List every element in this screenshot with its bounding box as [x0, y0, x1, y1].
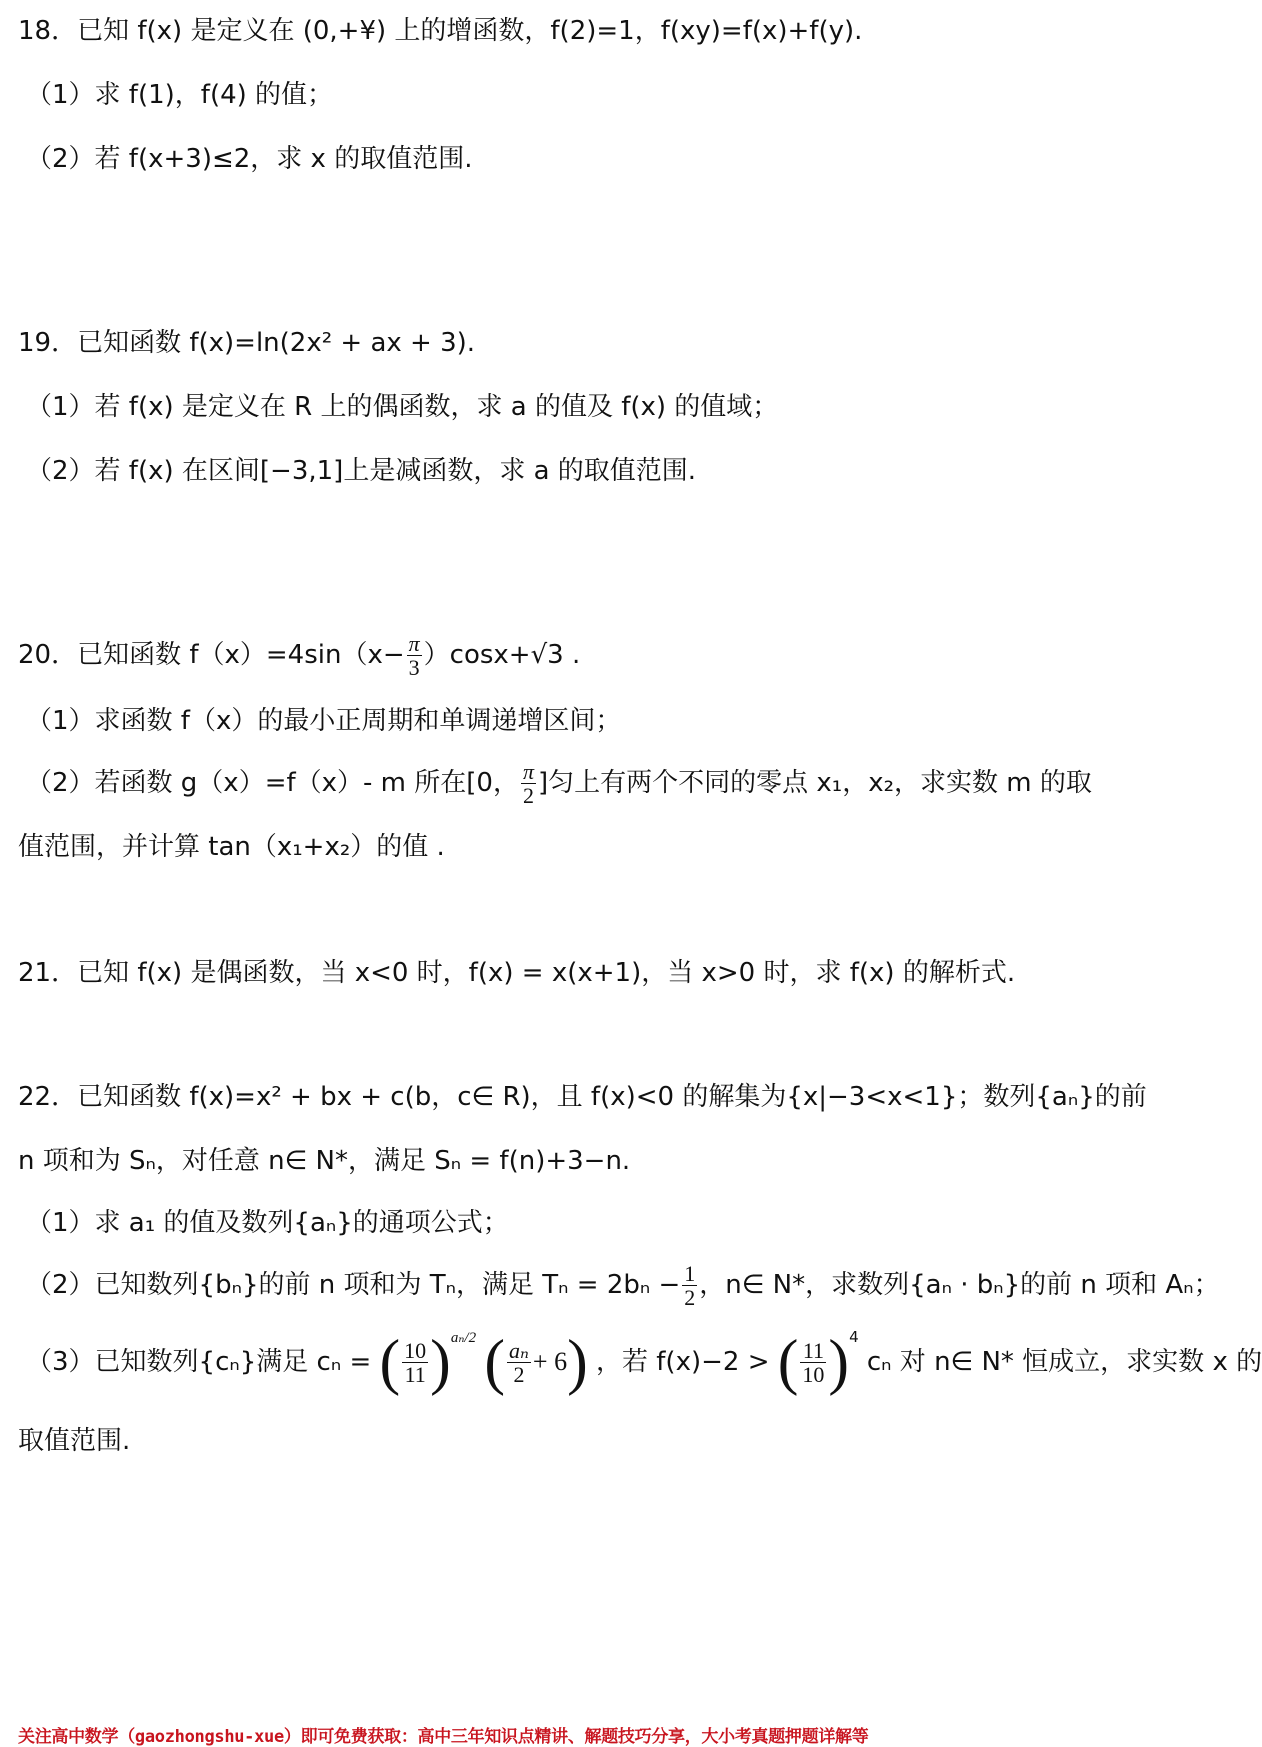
fraction-10-over-11: $\frac{10}{11}$ [404, 1337, 427, 1387]
q22-part3-b: cₙ 对 n∈ N* 恒成立，求实数 x 的 [866, 1347, 1262, 1377]
fraction-an-over-2: $\frac{\text{aₙ}}{2}$ [509, 1337, 529, 1387]
q22-part3-a: （3）已知数列{cₙ}满足 cₙ = [26, 1347, 372, 1377]
q22-part3: （3）已知数列{cₙ}满足 cₙ = ( $\frac{10}{11}$ )$^{a_n/2}$ ( $\frac{\text{aₙ}}{2}$ + 6) ，若 f(x)−2 > ( $\frac{11}{10}$ )$^4$ cₙ 对 n∈ N* 恒成立，求实数 x 的 [26, 1328, 1262, 1397]
fraction-one-half: $\frac{1}{2}$ [684, 1261, 696, 1311]
q22-part2 [26, 1262, 1220, 1309]
q19-stem: 19．已知函数 f(x)=ln(2x² + ax + 3). [18, 328, 476, 358]
q20-part2-cont: 值范围，并计算 tan（x₁+x₂）的值 . [18, 832, 445, 862]
fraction-pi-over-3: $\frac{\pi}{3}$ [408, 631, 420, 681]
q22-part2-a: （2）已知数列{bₙ}的前 n 项和为 Tₙ，满足 Tₙ = 2bₙ − [26, 1270, 681, 1301]
q19-part2: （2）若 f(x) 在区间[−3,1]上是减函数，求 a 的取值范围. [26, 456, 697, 486]
q18-part1: （1）求 f(1)，f(4) 的值； [26, 80, 334, 110]
footer-promo: 关注高中数学（gaozhongshu-xue）即可免费获取：高中三年知识点精讲、解题技巧分享，大小考真题押题详解等 [18, 1727, 869, 1747]
q22-part3-mid: ，若 f(x)−2 > [596, 1347, 770, 1377]
fraction-pi-over-2: $\frac{\pi}{2}$ [522, 759, 534, 809]
q21-stem: 21．已知 f(x) 是偶函数，当 x<0 时，f(x) = x(x+1)，当 x>0 时，求 f(x) 的解析式. [18, 958, 1016, 988]
plus-six: + 6 [532, 1347, 568, 1376]
q20-part2-b: ]匀上有两个不同的零点 x₁，x₂，求实数 m 的取 [537, 768, 1092, 799]
q20-part2 [26, 760, 1092, 807]
q18-stem: 18．已知 f(x) 是定义在 (0,+¥) 上的增函数，f(2)=1，f(xy)=f(x)+f(y). [18, 16, 863, 46]
q22-part3-cont: 取值范围. [18, 1426, 131, 1456]
q20-stem [18, 632, 580, 679]
exponent-an-over-2: aₙ/2 [450, 1330, 477, 1346]
q22-stem-line2: n 项和为 Sₙ，对任意 n∈ N*，满足 Sₙ = f(n)+3−n. [18, 1146, 631, 1176]
q20-stem-a: 20．已知函数 f（x）=4sin（x− [18, 640, 405, 671]
q20-stem-b: ）cosx+√3 . [423, 640, 581, 671]
exponent-4: 4 [849, 1328, 859, 1346]
q18-part2: （2）若 f(x+3)≤2，求 x 的取值范围. [26, 144, 473, 174]
q22-part2-b: ，n∈ N*，求数列{aₙ · bₙ}的前 n 项和 Aₙ； [699, 1270, 1220, 1301]
q22-stem-line1: 22．已知函数 f(x)=x² + bx + c(b，c∈ R)，且 f(x)<0 的解集为{x|−3<x<1}；数列{aₙ}的前 [18, 1082, 1147, 1112]
fraction-11-over-10: $\frac{11}{10}$ [802, 1337, 825, 1387]
q20-part1: （1）求函数 f（x）的最小正周期和单调递增区间； [26, 706, 622, 736]
q20-part2-a: （2）若函数 g（x）=f（x）- m 所在[0， [26, 768, 519, 799]
q19-part1: （1）若 f(x) 是定义在 R 上的偶函数，求 a 的值及 f(x) 的值域； [26, 392, 779, 422]
q22-part1: （1）求 a₁ 的值及数列{aₙ}的通项公式； [26, 1208, 509, 1238]
